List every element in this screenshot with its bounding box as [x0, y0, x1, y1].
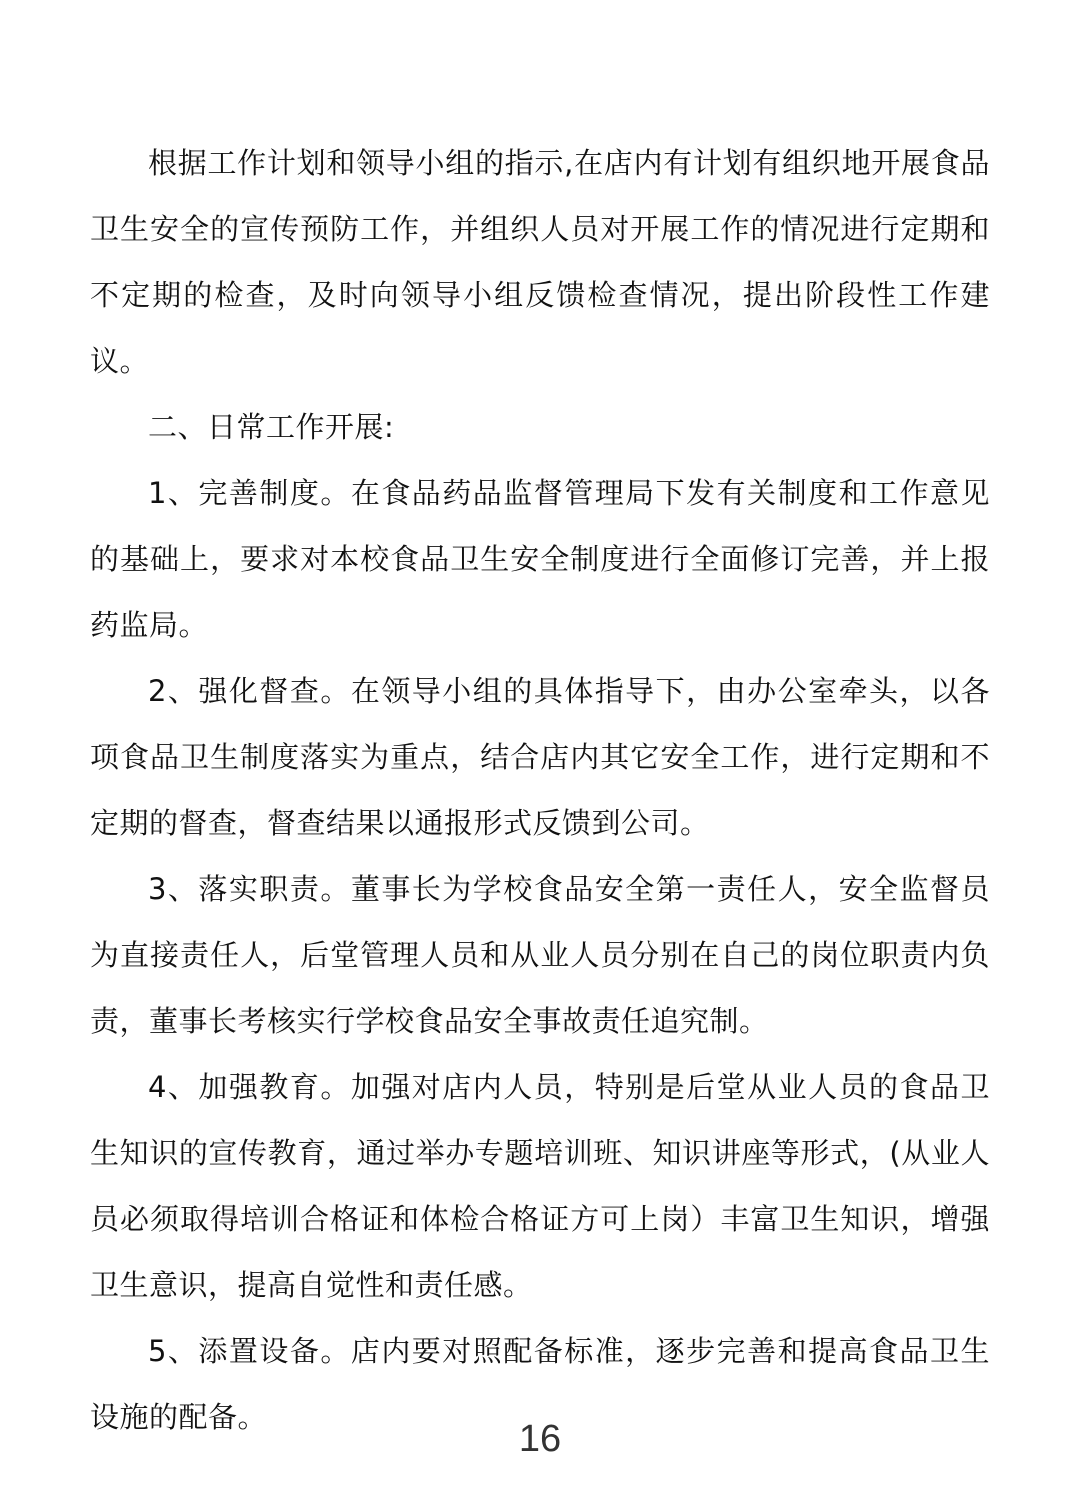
paragraph-item-4: 4、加强教育。加强对店内人员，特别是后堂从业人员的食品卫生知识的宣传教育，通过举办专题培训班、知识讲座等形式，(从业人员必须取得培训合格证和体检合格证方可上岗）丰富卫生知识，增强卫生意识，提高自觉性和责任感。 — [90, 1070, 990, 1302]
paragraph-item-3: 3、落实职责。董事长为学校食品安全第一责任人，安全监督员为直接责任人，后堂管理人员和从业人员分别在自己的岗位职责内负责，董事长考核实行学校食品安全事故责任追究制。 — [90, 872, 990, 1038]
document-body — [90, 130, 990, 1450]
page-number: 16 — [518, 1418, 562, 1460]
paragraph-intro: 根据工作计划和领导小组的指示,在店内有计划有组织地开展食品卫生安全的宣传预防工作，并组织人员对开展工作的情况进行定期和不定期的检查，及时向领导小组反馈检查情况，提出阶段性工作建议。 — [90, 146, 990, 378]
paragraph-item-1: 1、完善制度。在食品药品监督管理局下发有关制度和工作意见的基础上，要求对本校食品卫生安全制度进行全面修订完善，并上报药监局。 — [90, 476, 990, 642]
paragraph-item-5: 5、添置设备。店内要对照配备标准，逐步完善和提高食品卫生设施的配备。 — [90, 1334, 990, 1434]
paragraph-item-2: 2、强化督查。在领导小组的具体指导下，由办公室牵头，以各项食品卫生制度落实为重点，结合店内其它安全工作，进行定期和不定期的督查，督查结果以通报形式反馈到公司。 — [90, 674, 990, 840]
section-heading-daily-work: 二、日常工作开展: — [148, 410, 395, 444]
